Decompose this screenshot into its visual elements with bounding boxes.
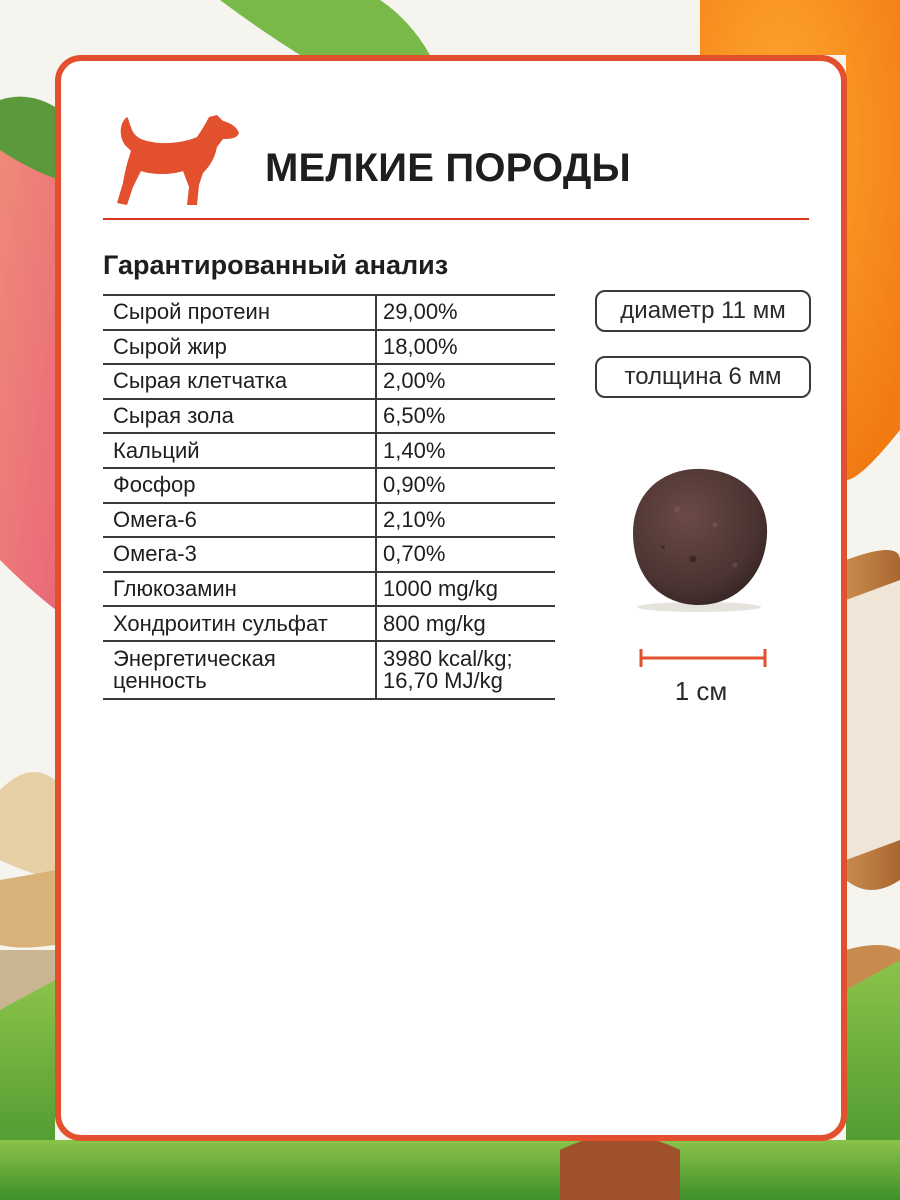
nutrient-name bbox=[103, 641, 376, 699]
nutrient-name: Сырая клетчатка bbox=[103, 364, 376, 399]
nutrient-name: Сырой протеин bbox=[103, 295, 376, 330]
nutrient-value: 0,70% bbox=[376, 537, 555, 572]
nutrient-name: Омега-6 bbox=[103, 503, 376, 538]
nutrient-name: Сырой жир bbox=[103, 330, 376, 365]
nutrient-name: Хондроитин сульфат bbox=[103, 606, 376, 641]
nutrient-name: Фосфор bbox=[103, 468, 376, 503]
nutrient-value-line: 3980 kcal/kg; bbox=[383, 645, 513, 671]
nutrient-value: 1,40% bbox=[376, 433, 555, 468]
nutrient-value: 18,00% bbox=[376, 330, 555, 365]
table-row bbox=[103, 433, 555, 468]
table-row bbox=[103, 503, 555, 538]
nutrient-value: 1000 mg/kg bbox=[376, 572, 555, 607]
table-row bbox=[103, 572, 555, 607]
nutrient-name-line: ценность bbox=[113, 667, 207, 693]
product-card bbox=[55, 55, 847, 1141]
nutrient-value: 0,90% bbox=[376, 468, 555, 503]
nutrient-value: 2,10% bbox=[376, 503, 555, 538]
table-row bbox=[103, 399, 555, 434]
table-row bbox=[103, 606, 555, 641]
nutrient-value: 6,50% bbox=[376, 399, 555, 434]
page-title: МЕЛКИЕ ПОРОДЫ bbox=[265, 146, 631, 190]
scale-bar-icon bbox=[639, 648, 767, 668]
table-row bbox=[103, 468, 555, 503]
nutrient-value bbox=[376, 641, 555, 699]
nutrient-name: Кальций bbox=[103, 433, 376, 468]
thickness-badge: толщина 6 мм bbox=[595, 356, 811, 398]
scale-label: 1 см bbox=[674, 676, 728, 706]
kibble-image bbox=[619, 461, 779, 613]
nutrient-name: Омега-3 bbox=[103, 537, 376, 572]
nutrient-name-line: Энергетическая bbox=[113, 645, 276, 671]
analysis-heading: Гарантированный анализ bbox=[103, 250, 449, 280]
analysis-table bbox=[103, 294, 555, 700]
table-row bbox=[103, 537, 555, 572]
nutrient-value: 29,00% bbox=[376, 295, 555, 330]
table-row bbox=[103, 641, 555, 699]
table-row bbox=[103, 295, 555, 330]
nutrient-value-line: 16,70 MJ/kg bbox=[383, 667, 503, 693]
nutrient-name: Сырая зола bbox=[103, 399, 376, 434]
nutrient-value: 2,00% bbox=[376, 364, 555, 399]
diameter-badge: диаметр 11 мм bbox=[595, 290, 811, 332]
title-divider bbox=[103, 218, 809, 220]
table-row bbox=[103, 330, 555, 365]
nutrient-value: 800 mg/kg bbox=[376, 606, 555, 641]
table-row bbox=[103, 364, 555, 399]
dog-icon bbox=[113, 107, 243, 211]
nutrient-name: Глюкозамин bbox=[103, 572, 376, 607]
